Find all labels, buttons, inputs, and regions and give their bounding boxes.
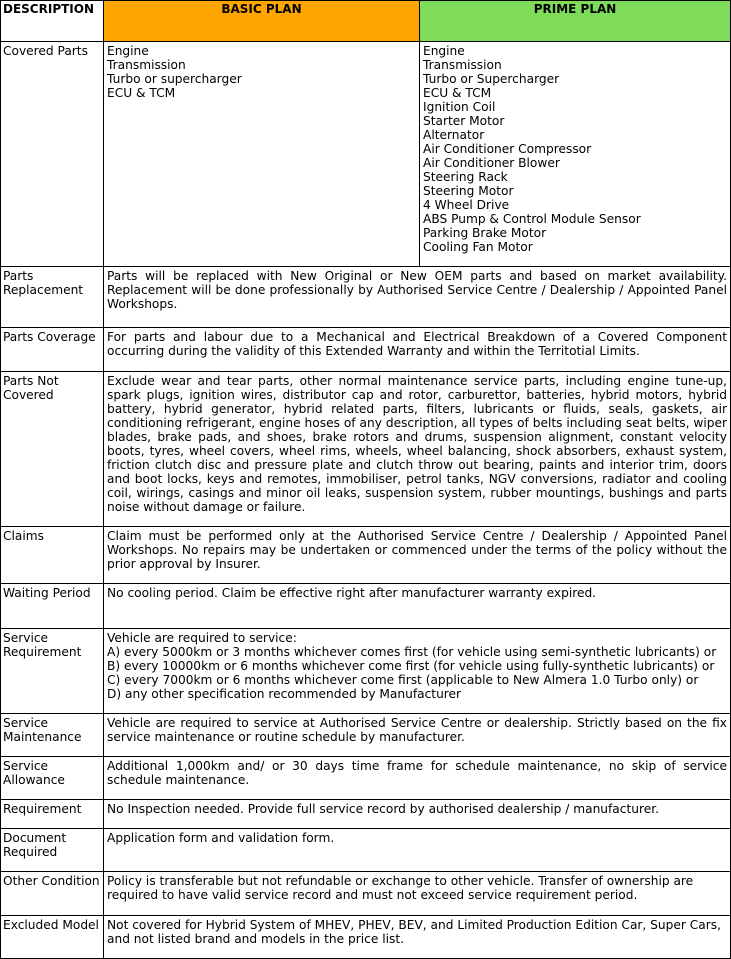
parts-replacement-label: Parts Replacement <box>3 269 84 297</box>
row-divider <box>0 828 731 829</box>
service-allowance-label: Service Allowance <box>3 759 65 787</box>
row-divider <box>0 327 731 328</box>
row-divider <box>0 756 731 757</box>
document-required-text: Application form and validation form. <box>107 831 335 845</box>
list-item: Engine <box>423 44 465 58</box>
service-requirement-list <box>104 630 730 702</box>
requirement-text: No Inspection needed. Provide full service record by authorised dealership / manufacturer. <box>107 802 659 816</box>
list-item: Alternator <box>423 128 485 142</box>
claims-text: Claim must be performed only at the Authorised Service Centre / Dealership / Appointed Panel Workshops. No repairs may be undertaken or commenced under the terms of the policy without the prior approval by Insurer. <box>107 529 727 571</box>
row-divider <box>0 41 731 42</box>
other-condition-label: Other Condition <box>3 874 100 888</box>
parts-not-covered-label: Parts Not Covered <box>3 374 59 402</box>
service-allowance-text: Additional 1,000km and/ or 30 days time frame for schedule maintenance, no skip of service schedule maintenance. <box>107 759 727 787</box>
claims-label: Claims <box>3 529 44 543</box>
list-item: Vehicle are required to service: <box>107 631 297 645</box>
parts-coverage-text: For parts and labour due to a Mechanical and Electrical Breakdown of a Covered Component occurring during the validity of this Extended Warranty and within the Territotial Limits. <box>107 330 727 358</box>
service-maintenance-text: Vehicle are required to service at Authorised Service Centre or dealership. Strictly based on the fix service maintenance or routine schedule by manufacturer. <box>107 716 727 744</box>
list-item: Engine <box>107 44 149 58</box>
list-item: C) every 7000km or 6 months whichever come first (applicable to New Almera 1.0 Turbo only) or <box>107 673 699 687</box>
list-item: Ignition Coil <box>423 100 496 114</box>
list-item: ECU & TCM <box>107 86 176 100</box>
list-item: Transmission <box>423 58 502 72</box>
waiting-period-text: No cooling period. Claim be effective right after manufacturer warranty expired. <box>107 586 597 600</box>
service-maintenance-label: Service Maintenance <box>3 716 82 744</box>
list-item: A) every 5000km or 3 months whichever comes first (for vehicle using semi-synthetic lubricants) or <box>107 645 717 659</box>
list-item: Transmission <box>107 58 186 72</box>
row-divider <box>0 713 731 714</box>
list-item: Parking Brake Motor <box>423 226 547 240</box>
list-item: Air Conditioner Compressor <box>423 142 592 156</box>
parts-coverage-label: Parts Coverage <box>3 330 96 344</box>
list-item: ABS Pump & Control Module Sensor <box>423 212 641 226</box>
row-divider <box>0 583 731 584</box>
covered-parts-label: Covered Parts <box>3 44 88 58</box>
row-divider <box>0 871 731 872</box>
row-divider <box>0 915 731 916</box>
table-divider-plans <box>419 0 420 266</box>
list-item: Steering Motor <box>423 184 514 198</box>
list-item: Air Conditioner Blower <box>423 156 560 170</box>
requirement-label: Requirement <box>3 802 82 816</box>
header-basic-plan: BASIC PLAN <box>221 2 302 16</box>
list-item: ECU & TCM <box>423 86 492 100</box>
excluded-model-label: Excluded Model <box>3 918 99 932</box>
parts-not-covered-text: Exclude wear and tear parts, other normal maintenance service parts, including engine tune-up, spark plugs, ignition wires, distributor cap and rotor, carburettor, batteries, hybrid motors, hybrid battery, hybrid generator, hybrid related parts, filters, lubricants or fluids, seals, gaskets, air conditioning refrigerant, engine hoses of any description, all types of belts including seat belts, wiper blades, brake pads, and shoes, brake rotors and drums, suspension alignment, constant velocity boots, tyres, wheel covers, wheel rims, wheels, wheel balancing, shock absorbers, exhaust system, friction clutch disc and pressure plate and clutch throw out bearing, paints and interior trim, doors and boot locks, keys and remotes, immobiliser, petrol tanks, NGV conversions, radiator and cooling coil, wirings, casings and minor oil leaks, suspension system, rubber mountings, bushings and parts noise without damage or failure. <box>107 374 727 514</box>
header-description: DESCRIPTION <box>3 2 95 16</box>
row-divider <box>0 266 731 267</box>
list-item: D) any other specification recommended by Manufacturer <box>107 687 462 701</box>
header-prime-plan: PRIME PLAN <box>533 2 617 16</box>
parts-replacement-text: Parts will be replaced with New Original or New OEM parts and based on market availability. Replacement will be done professionally by Authorised Service Centre / Dealership / Appointed Panel Workshops. <box>107 269 727 311</box>
list-item: Steering Rack <box>423 170 508 184</box>
row-divider <box>0 0 731 1</box>
table-border-left <box>0 0 1 959</box>
list-item: B) every 10000km or 6 months whichever come first (for vehicle using fully-synthetic lubricants) or <box>107 659 715 673</box>
row-divider <box>0 371 731 372</box>
document-required-label: Document Required <box>3 831 67 859</box>
list-item: Turbo or supercharger <box>107 72 242 86</box>
row-divider <box>0 799 731 800</box>
excluded-model-text: Not covered for Hybrid System of MHEV, PHEV, BEV, and Limited Production Edition Car, Super Cars, and not listed brand and models in the price list. <box>107 918 721 946</box>
row-divider <box>0 526 731 527</box>
covered-parts-prime-list <box>420 43 730 255</box>
service-requirement-label: Service Requirement <box>3 631 82 659</box>
covered-parts-basic-list <box>104 43 419 101</box>
list-item: Starter Motor <box>423 114 505 128</box>
row-divider <box>0 628 731 629</box>
table-divider-label <box>103 0 104 959</box>
waiting-period-label: Waiting Period <box>3 586 91 600</box>
list-item: Cooling Fan Motor <box>423 240 533 254</box>
list-item: Turbo or Supercharger <box>423 72 560 86</box>
list-item: 4 Wheel Drive <box>423 198 510 212</box>
other-condition-text: Policy is transferable but not refundable or exchange to other vehicle. Transfer of ownership are required to have valid service record and must not exceed service requirement period. <box>107 874 694 902</box>
